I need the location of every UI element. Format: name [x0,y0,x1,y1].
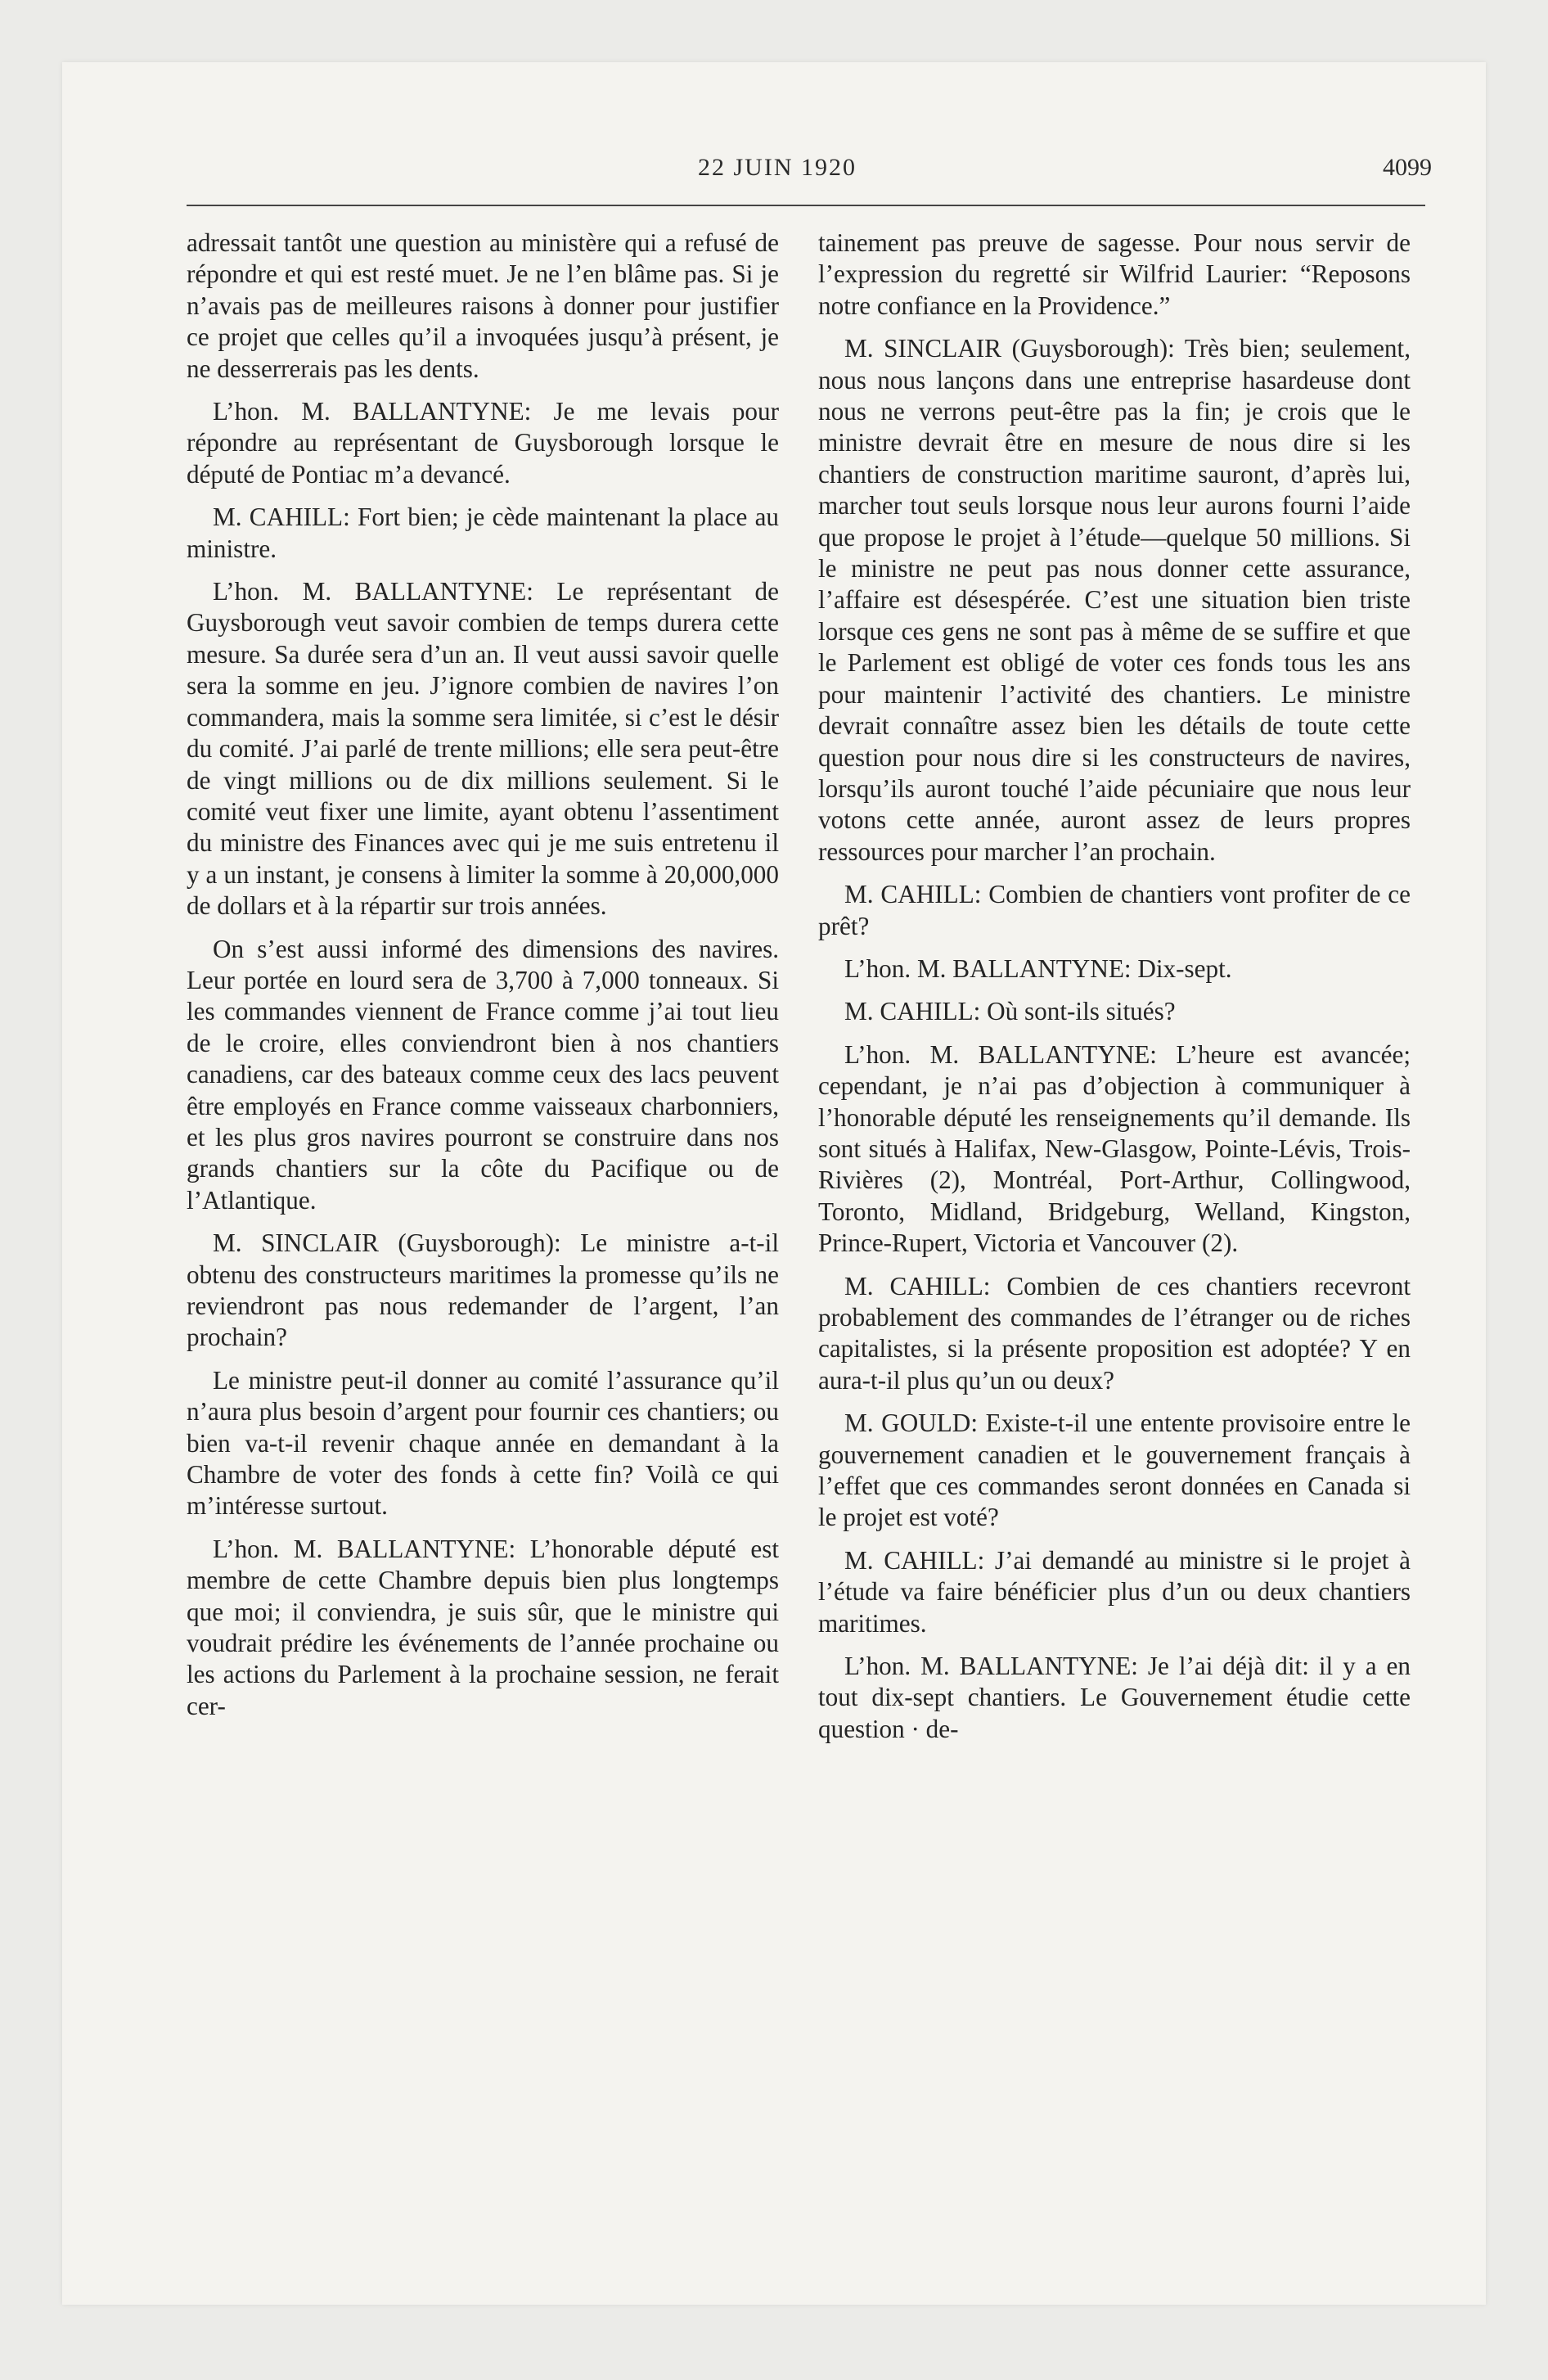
paragraph: L’hon. M. BALLANTYNE: Dix-sept. [844,953,1232,983]
running-head [123,154,1432,195]
paragraph: M. CAHILL: Combien de ces chantiers recevront probablement des commandes de l’étranger ou de riches capitalistes, si la présente proposition est adoptée? Y en aura-t-il plus qu’un ou deux? [818,1271,1411,1395]
paragraph: On s’est aussi informé des dimensions des navires. Leur portée en lourd sera de 3,700 à 7,000 tonneaux. Si les commandes viennent de France comme j’ai tout lieu de le croire, elles conviendront bien à nos chantiers canadiens, car des bateaux comme ceux des lacs peuvent être employés en France comme vaisseaux charbonniers, et les plus gros navires pourront se construire dans nos grands chantiers sur la côte du Pacifique ou de l’Atlantique. [187,934,779,1215]
paragraph: L’hon. M. BALLANTYNE: L’heure est avancée; cependant, je n’ai pas d’objection à communiquer à l’honorable député les renseignements qu’il demande. Ils sont situés à Halifax, New-Glasgow, Pointe-Lévis, Trois-Rivières (2), Montréal, Port-Arthur, Collingwood, Toronto, Midland, Bridgeburg, Welland, Kingston, Prince-Rupert, Victoria et Vancouver (2). [818,1039,1411,1258]
paragraph: L’hon. M. BALLANTYNE: Je l’ai déjà dit: il y a en tout dix-sept chantiers. Le Gouvernement étudie cette question · de- [818,1652,1411,1743]
paragraph: adressait tantôt une question au ministère qui a refusé de répondre et qui est resté muet. Je ne l’en blâme pas. Si je n’avais pas de meilleures raisons à donner pour justifier ce projet que celles qu’il a invoquées jusqu’à présent, je ne desserrerais pas les dents. [187,228,779,383]
paragraph: M. SINCLAIR (Guysborough): Le ministre a-t-il obtenu des constructeurs maritimes la promesse qu’ils ne reviendront pas nous redemander de l’argent, l’an prochain? [187,1228,779,1352]
paragraph: M. CAHILL: Où sont-ils situés? [844,997,1176,1026]
left-column [187,228,779,1733]
header-rule [187,205,1425,206]
page-number: 4099 [1383,154,1432,181]
paragraph: M. CAHILL: Combien de chantiers vont profiter de ce prêt? [818,880,1411,940]
right-column [818,228,1411,1756]
header-date: 22 JUIN 1920 [698,154,857,181]
paragraph: L’hon. M. BALLANTYNE: Je me levais pour répondre au représentant de Guysborough lorsque le député de Pontiac m’a devancé. [187,397,779,489]
paragraph: L’hon. M. BALLANTYNE: Le représentant de Guysborough veut savoir combien de temps durera cette mesure. Sa durée sera d’un an. Il veut aussi savoir quelle sera la somme en jeu. J’ignore combien de navires l’on commandera, mais la somme sera limitée, si c’est le désir du comité. J’ai parlé de trente millions; elle sera peut-être de vingt millions ou de dix millions seulement. Si le comité veut fixer une limite, ayant obtenu l’assentiment du ministre des Finances avec qui je me suis entretenu il y a un instant, je consens à limiter la somme à 20,000,000 de dollars et à la répartir sur trois années. [187,577,779,921]
paragraph: M. GOULD: Existe-t-il une entente provisoire entre le gouvernement canadien et le gouvernement français à l’effet que ces commandes seront données en Canada si le projet est voté? [818,1409,1411,1532]
paragraph: L’hon. M. BALLANTYNE: L’honorable député est membre de cette Chambre depuis bien plus longtemps que moi; il conviendra, je suis sûr, que le ministre qui voudrait prédire les événements de l’année prochaine ou les actions du Parlement à la prochaine session, ne ferait cer- [187,1534,779,1720]
paragraph: M. CAHILL: Fort bien; je cède maintenant la place au ministre. [187,503,779,563]
paragraph: Le ministre peut-il donner au comité l’assurance qu’il n’aura plus besoin d’argent pour fournir ces chantiers; ou bien va-t-il revenir chaque année en demandant à la Chambre de voter des fonds à cette fin? Voilà ce qui m’intéresse surtout. [187,1365,779,1521]
paragraph: M. SINCLAIR (Guysborough): Très bien; seulement, nous nous lançons dans une entreprise hasardeuse dont nous ne verrons peut-être pas la fin; je crois que le ministre devrait être en mesure de nous dire si les chantiers de construction maritime sauront, d’après lui, marcher tout seuls lorsque nous leur aurons fourni l’aide que propose le projet à l’étude—quelque 50 millions. Si le ministre ne peut pas nous donner cette assurance, l’affaire est désespérée. C’est une situation bien triste lorsque ces gens ne sont pas à même de se suffire et que le Parlement est obligé de voter ces fonds tous les ans pour maintenir l’activité des chantiers. Le ministre devrait connaître assez bien les détails de toute cette question pour nous dire si les constructeurs de navires, lorsqu’ils auront touché l’aide pécuniaire que nous leur votons cette année, auront assez de leurs propres ressources pour marcher l’an prochain. [818,334,1411,866]
paragraph: M. CAHILL: J’ai demandé au ministre si le projet à l’étude va faire bénéficier plus d’un ou deux chantiers maritimes. [818,1545,1411,1638]
paragraph: tainement pas preuve de sagesse. Pour nous servir de l’expression du regretté sir Wilfrid Laurier: “Reposons notre confiance en la Providence.” [818,228,1411,320]
